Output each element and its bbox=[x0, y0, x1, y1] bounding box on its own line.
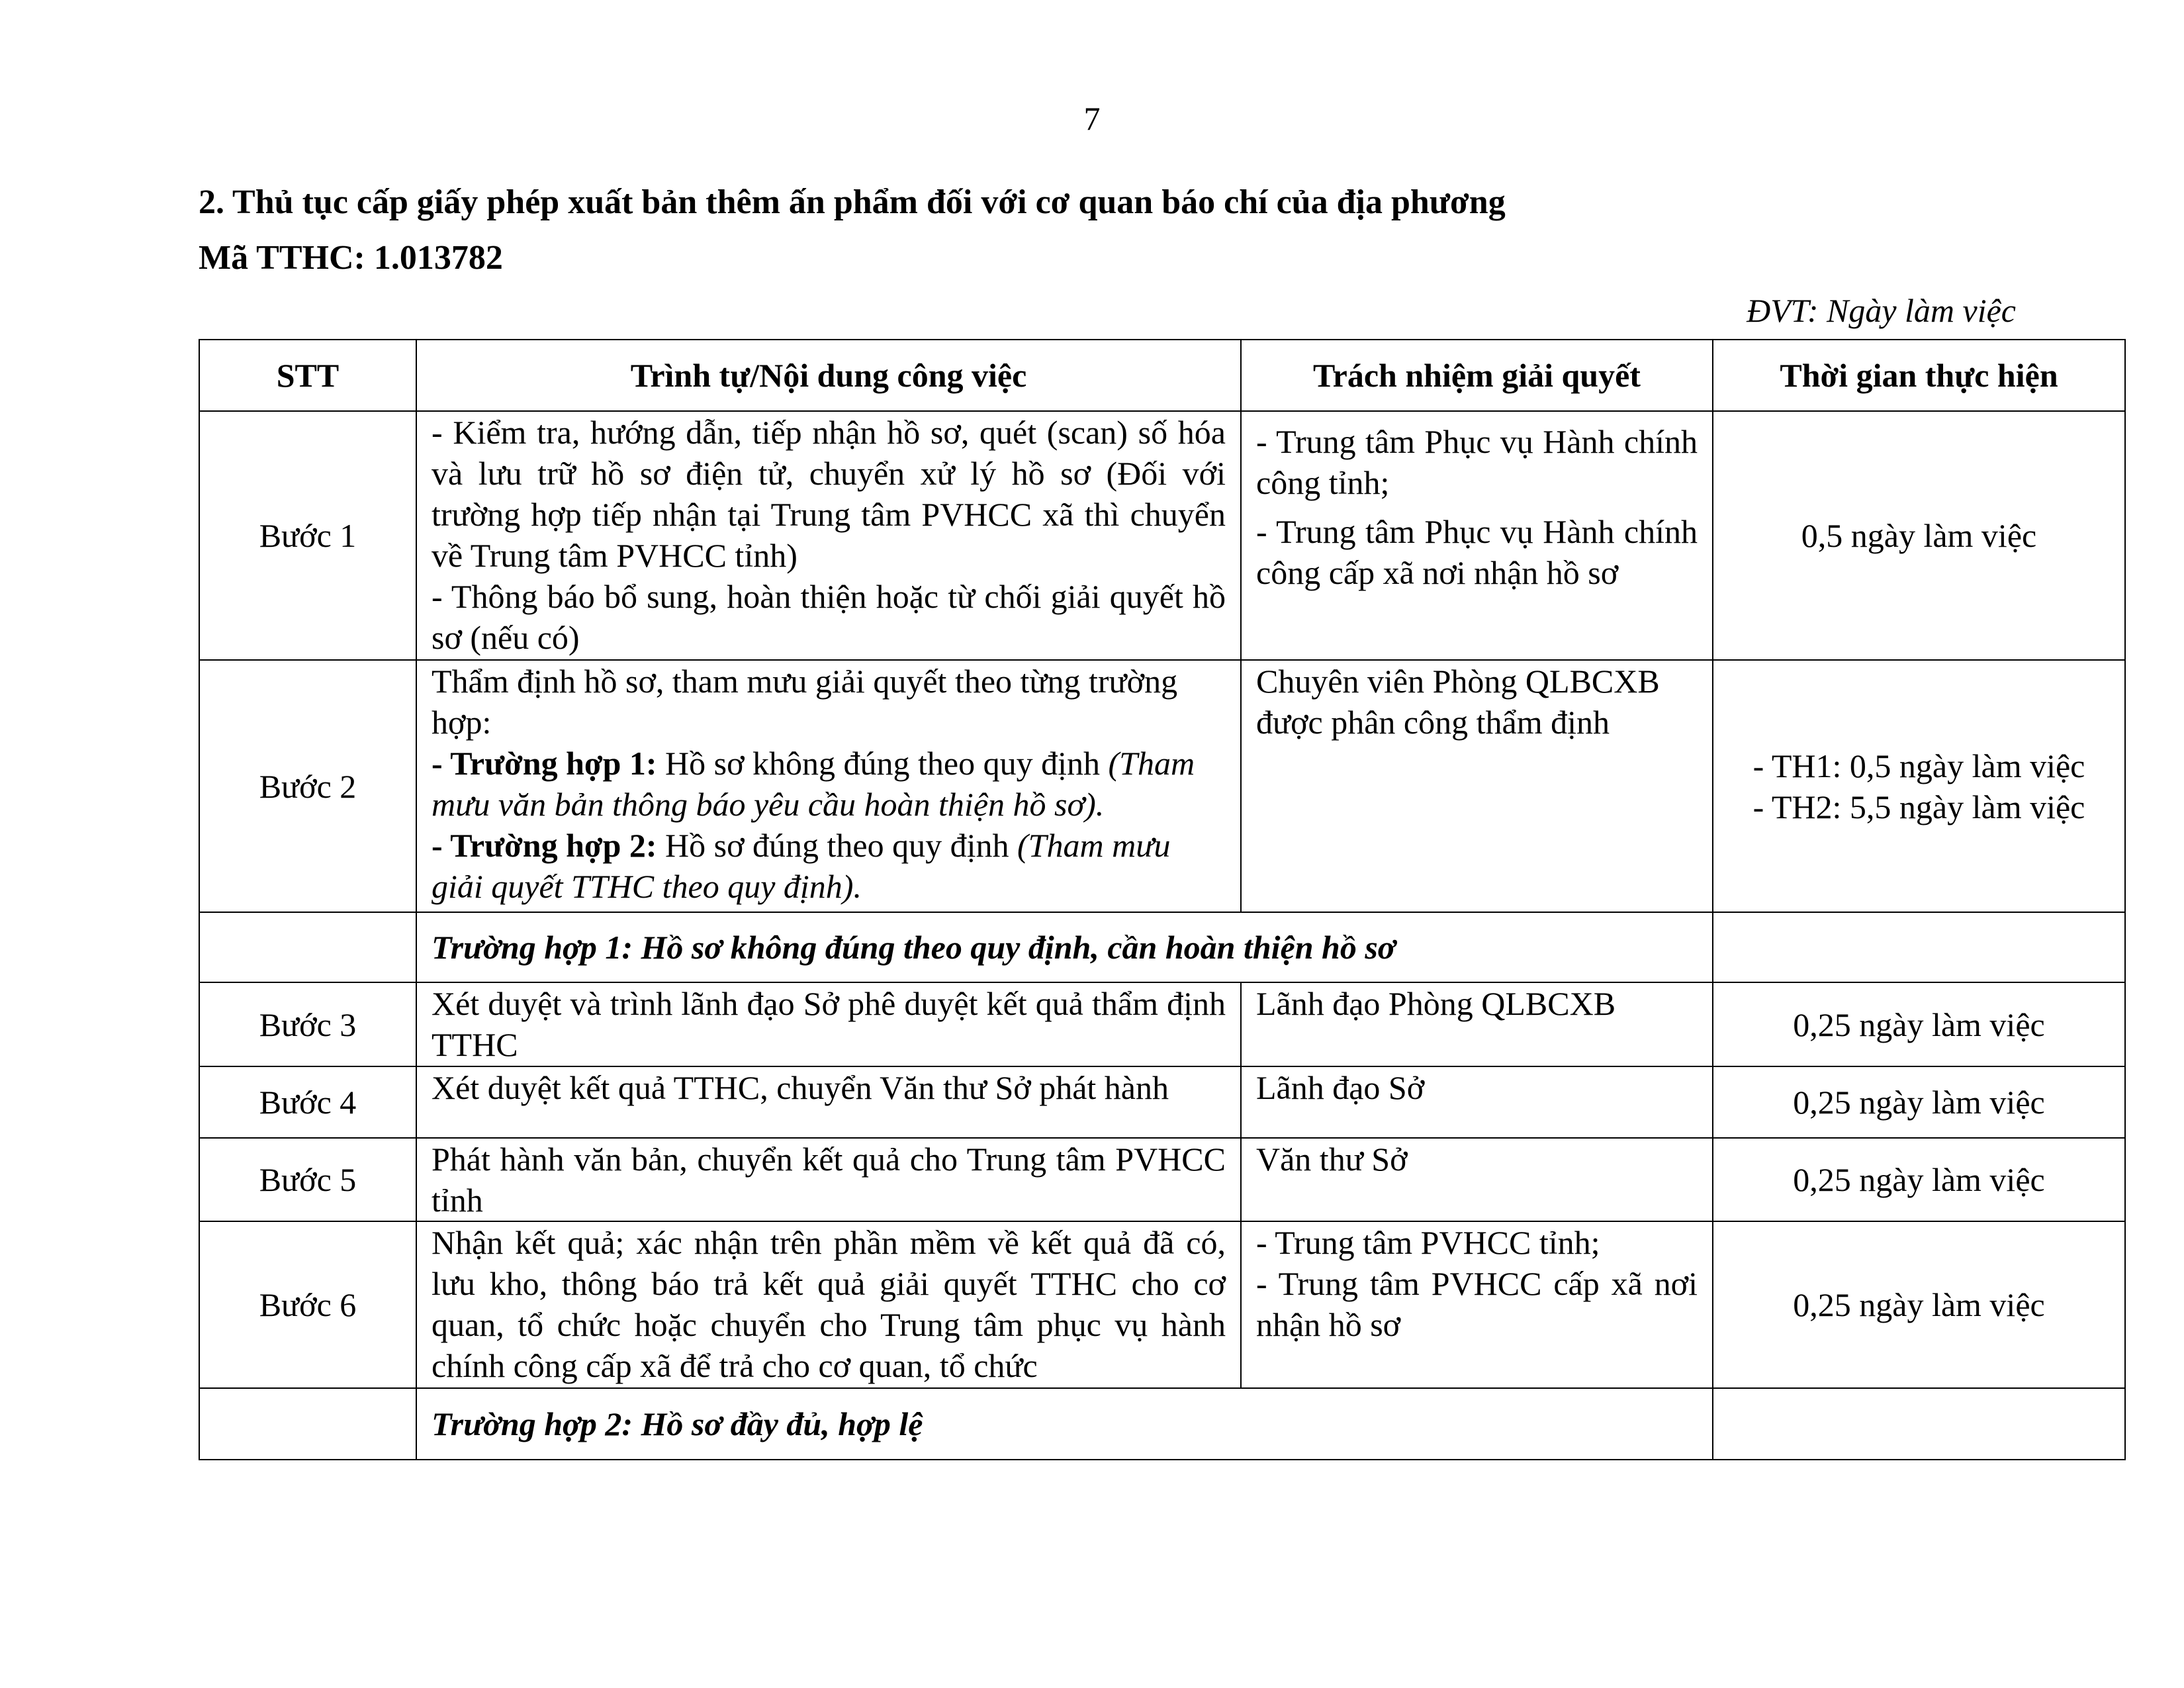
case-text: Hồ sơ đúng theo quy định bbox=[657, 827, 1018, 864]
time-line: - TH2: 5,5 ngày làm việc bbox=[1752, 788, 2085, 825]
table-header bbox=[199, 340, 2125, 411]
step-number: Bước 6 bbox=[199, 1221, 416, 1388]
procedure-table bbox=[199, 339, 2126, 1460]
header-responsible: Trách nhiệm giải quyết bbox=[1241, 340, 1713, 411]
table-row bbox=[199, 411, 2125, 660]
step-responsible bbox=[1241, 1221, 1713, 1388]
step-time: 0,25 ngày làm việc bbox=[1713, 1221, 2125, 1388]
case1-heading: Trường hợp 1: Hồ sơ không đúng theo quy định, cần hoàn thiện hồ sơ bbox=[416, 912, 1713, 982]
responsible-line: - Trung tâm PVHCC cấp xã nơi nhận hồ sơ bbox=[1256, 1265, 1698, 1343]
table-row bbox=[199, 1138, 2125, 1221]
step-number: Bước 1 bbox=[199, 411, 416, 660]
step-content: Xét duyệt và trình lãnh đạo Sở phê duyệt kết quả thẩm định TTHC bbox=[416, 982, 1241, 1066]
step-responsible: Chuyên viên Phòng QLBCXB được phân công thẩm định bbox=[1241, 660, 1713, 912]
empty-cell bbox=[1713, 912, 2125, 982]
procedure-code: Mã TTHC: 1.013782 bbox=[199, 239, 503, 277]
step-content: Nhận kết quả; xác nhận trên phần mềm về kết quả đã có, lưu kho, thông báo trả kết quả giải quyết TTHC cho cơ quan, tổ chức hoặc chuyển cho Trung tâm phục vụ hành chính công cấp xã để trả cho cơ quan, tổ chức bbox=[416, 1221, 1241, 1388]
table-row bbox=[199, 982, 2125, 1066]
step-content: Xét duyệt kết quả TTHC, chuyển Văn thư Sở phát hành bbox=[416, 1066, 1241, 1138]
responsible-line: - Trung tâm Phục vụ Hành chính công tỉnh; bbox=[1256, 423, 1698, 501]
content-line bbox=[432, 743, 1226, 825]
case2-heading: Trường hợp 2: Hồ sơ đầy đủ, hợp lệ bbox=[416, 1388, 1713, 1460]
step-content bbox=[416, 660, 1241, 912]
case-label: - Trường hợp 2: bbox=[432, 827, 657, 864]
step-content: Phát hành văn bản, chuyển kết quả cho Trung tâm PVHCC tỉnh bbox=[416, 1138, 1241, 1221]
case-heading-row bbox=[199, 1388, 2125, 1460]
step-responsible bbox=[1241, 411, 1713, 660]
step-time: 0,25 ngày làm việc bbox=[1713, 982, 2125, 1066]
empty-cell bbox=[1713, 1388, 2125, 1460]
step-time: 0,25 ngày làm việc bbox=[1713, 1138, 2125, 1221]
case-text: Hồ sơ không đúng theo quy định bbox=[657, 745, 1109, 782]
time-line: - TH1: 0,5 ngày làm việc bbox=[1752, 747, 2085, 784]
case-note: (Tham mưu giải quyết TTHC theo quy định). bbox=[432, 827, 1171, 905]
unit-label: ĐVT: Ngày làm việc bbox=[1747, 292, 2016, 329]
page-number: 7 bbox=[1083, 100, 1101, 137]
step-responsible: Lãnh đạo Sở bbox=[1241, 1066, 1713, 1138]
empty-cell bbox=[199, 912, 416, 982]
step-time: 0,25 ngày làm việc bbox=[1713, 1066, 2125, 1138]
step-time bbox=[1713, 660, 2125, 912]
table-row bbox=[199, 660, 2125, 912]
step-content bbox=[416, 411, 1241, 660]
table-row bbox=[199, 1066, 2125, 1138]
empty-cell bbox=[199, 1388, 416, 1460]
case-note: (Tham mưu văn bản thông báo yêu cầu hoàn thiện hồ sơ). bbox=[432, 745, 1195, 823]
content-line: Thẩm định hồ sơ, tham mưu giải quyết theo từng trường hợp: bbox=[432, 663, 1178, 741]
step-number: Bước 3 bbox=[199, 982, 416, 1066]
step-number: Bước 2 bbox=[199, 660, 416, 912]
procedure-title: 2. Thủ tục cấp giấy phép xuất bản thêm ấn phẩm đối với cơ quan báo chí của địa phương bbox=[199, 183, 1506, 221]
step-responsible: Lãnh đạo Phòng QLBCXB bbox=[1241, 982, 1713, 1066]
step-responsible: Văn thư Sở bbox=[1241, 1138, 1713, 1221]
content-line: - Thông báo bổ sung, hoàn thiện hoặc từ chối giải quyết hồ sơ (nếu có) bbox=[432, 578, 1226, 656]
table-row bbox=[199, 1221, 2125, 1388]
content-line: - Kiểm tra, hướng dẫn, tiếp nhận hồ sơ, quét (scan) số hóa và lưu trữ hồ sơ điện tử, chuyển xử lý hồ sơ (Đối với trường hợp tiếp nhận tại Trung tâm PVHCC xã thì chuyển về Trung tâm PVHCC tỉnh) bbox=[432, 414, 1226, 574]
case-heading-row bbox=[199, 912, 2125, 982]
header-content: Trình tự/Nội dung công việc bbox=[416, 340, 1241, 411]
step-number: Bước 4 bbox=[199, 1066, 416, 1138]
step-time: 0,5 ngày làm việc bbox=[1713, 411, 2125, 660]
responsible-line: - Trung tâm Phục vụ Hành chính công cấp xã nơi nhận hồ sơ bbox=[1256, 513, 1698, 591]
header-stt: STT bbox=[199, 340, 416, 411]
content-line bbox=[432, 825, 1226, 907]
step-number: Bước 5 bbox=[199, 1138, 416, 1221]
case-label: - Trường hợp 1: bbox=[432, 745, 657, 782]
header-time: Thời gian thực hiện bbox=[1713, 340, 2125, 411]
responsible-line: - Trung tâm PVHCC tỉnh; bbox=[1256, 1224, 1600, 1261]
